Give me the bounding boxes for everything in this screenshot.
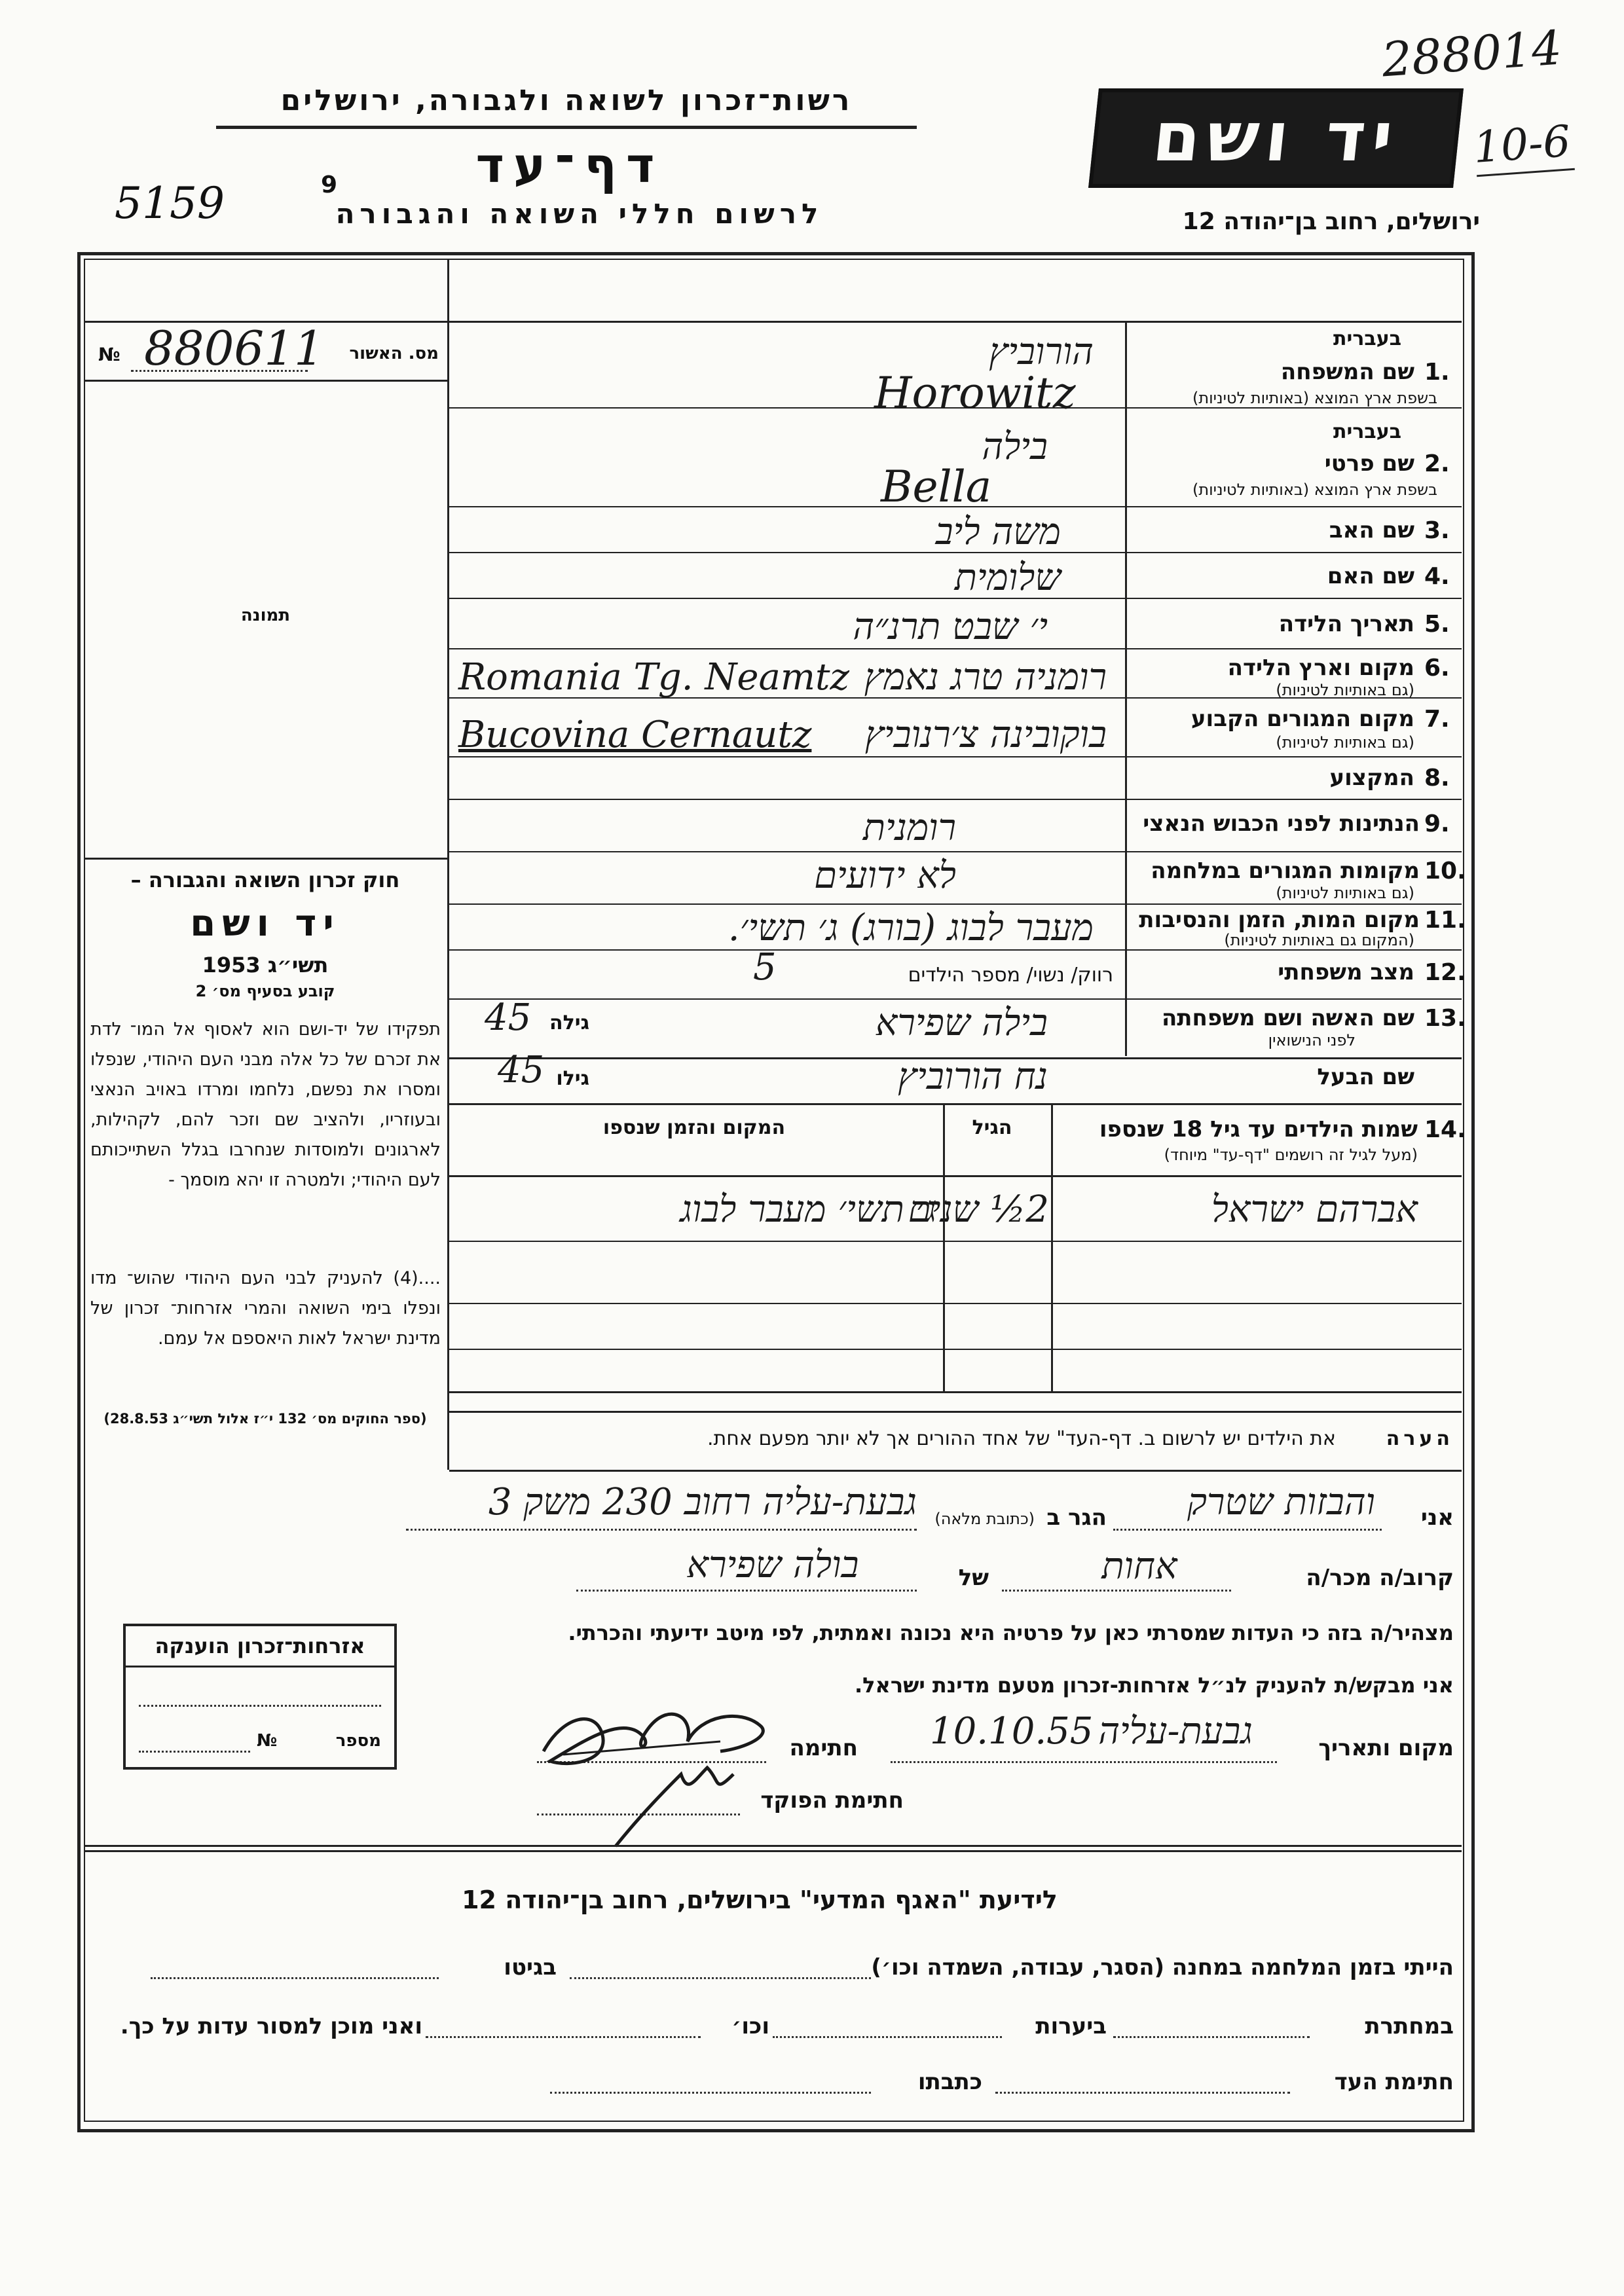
field-6-value-latin: Romania Tg. Neamtz — [458, 656, 849, 699]
citizenship-title: אזרחות־זכרון הוענקה — [126, 1626, 394, 1667]
authority-line: רשות־זכרון לשואה ולגבורה, ירושלים — [280, 84, 853, 117]
photo-label: תמונה — [240, 606, 291, 625]
note-rule — [449, 1411, 1462, 1413]
relation-dotted — [1002, 1590, 1231, 1592]
yad-vashem-logo — [1088, 88, 1464, 188]
law-footer: (ספר החוקים מס׳ 132 י״ז אלול תשי״ג 28.8.53) — [103, 1411, 427, 1427]
row-rule — [449, 903, 1462, 905]
child-1-age: 2½ שנים — [908, 1188, 1049, 1231]
field-13-age: 45 — [485, 996, 532, 1039]
field-4-value: שלומית — [954, 556, 1061, 599]
field-7-value-latin: Bucovina Cernautz — [458, 714, 812, 756]
field-13-label: שם האשה ושם משפחתה — [1161, 1005, 1414, 1031]
photo-bottom-divider — [84, 858, 447, 860]
husband-age: 45 — [498, 1049, 545, 1091]
children-label: שמות הילדים עד גיל 18 שנספו — [1099, 1116, 1418, 1142]
of-dotted — [576, 1590, 917, 1592]
field-11-label: מקום המות, הזמן והנסיבות — [1139, 907, 1420, 933]
field-9-label: הנתינות לפני הכבוש הנאצי — [1143, 811, 1420, 837]
field-7-number: 7. — [1424, 706, 1450, 733]
field-2-sub: בשפת ארץ המוצא (באותיות לטיניות) — [1192, 481, 1437, 499]
field-3-label: שם האב — [1329, 517, 1414, 543]
field-5-value: י׳ שבט תרנ״ה — [853, 606, 1048, 648]
date-value: 10.10.55 — [930, 1710, 1094, 1753]
address-hint: (כתובת מלאה) — [934, 1510, 1035, 1528]
children-col-place: המקום והזמן שנספו — [602, 1116, 786, 1139]
signature-label: חתימה — [789, 1735, 858, 1761]
bottom-line2-dotted-b — [773, 2036, 1002, 2038]
children-row-rule — [449, 1241, 1462, 1242]
field-7-value-hebrew: בוקובינה צ׳רנוביץ — [864, 714, 1107, 756]
husband-value: נח הורוביץ — [898, 1055, 1048, 1098]
field-6-label: מקום וארץ הלידה — [1227, 655, 1414, 681]
husband-label: שם הבעל — [1317, 1064, 1414, 1090]
form-subtitle: לרשום חללי השואה והגבורה — [335, 198, 824, 230]
child-1-place: ג׳ תשי׳ מעבר לבוג — [680, 1188, 936, 1231]
approval-dotted — [131, 370, 308, 372]
note-label: הערה — [1386, 1427, 1454, 1450]
bottom-line2-c: וכו׳ — [731, 2013, 769, 2039]
field-6-value-hebrew: רומניה טרג נאמץ — [864, 656, 1107, 699]
field-2-label: שם פרטי — [1324, 450, 1414, 477]
law-year: תשי״ג 1953 — [202, 953, 329, 977]
field-11-number: 11. — [1424, 907, 1466, 934]
law-name: יד ושם — [190, 902, 341, 945]
field-4-number: 4. — [1424, 563, 1450, 590]
approval-number: 880611 — [144, 321, 324, 376]
field-13-value: בילה שפירא — [875, 1002, 1048, 1044]
children-row-rule — [449, 1349, 1462, 1350]
statement-1: מצהיר/ה בזה כי העדות שמסרתי כאן על פרטיה היא נכונה ואמתית, לפי מיטב ידיעתי והכרתי. — [568, 1620, 1454, 1645]
bottom-line2-b: ביערות — [1035, 2013, 1107, 2039]
field-4-label: שם האם — [1327, 563, 1414, 589]
field-12-number: 12. — [1424, 959, 1466, 986]
field-3-number: 3. — [1424, 517, 1450, 544]
small-mark: 9 — [321, 172, 338, 198]
note-text: את הילדים יש לרשום ב. דף-העד" של אחד ההורים אך לא יותר מפעם אחת. — [707, 1427, 1336, 1450]
address-value: גבעת-עליה רחוב 230 משק 3 — [488, 1481, 917, 1523]
law-text-2: ....(4) להעניק לבני העם היהודי שהוש־ מדו ונפלו בימי השואה והמרי אזרחות־ זכרון של מדינת ישראל לאות היאספם אל עמם. — [90, 1268, 441, 1349]
bottom-line1-dotted-b — [151, 1977, 439, 1979]
field-2-lang: בעברית — [1333, 420, 1401, 443]
law-title: חוק זכרון השואה והגבורה – — [130, 867, 400, 892]
approval-no-sign: № — [98, 344, 120, 365]
approval-label: מס. האשור — [349, 344, 439, 363]
field-1-sub: בשפת ארץ המוצא (באותיות לטיניות) — [1192, 389, 1437, 407]
field-13-age-label: גילה — [549, 1011, 589, 1034]
place-value: גבעת-עליה — [1098, 1710, 1253, 1753]
declarant-name: והבזות שטרק — [1187, 1481, 1375, 1523]
field-8-number: 8. — [1424, 765, 1450, 792]
children-row-rule — [449, 1303, 1462, 1304]
field-1-value-hebrew: הורוביץ — [989, 331, 1094, 373]
field-9-value: רומנית — [862, 807, 956, 849]
child-1-name: אברהם ישראל — [1211, 1188, 1418, 1231]
header-address: ירושלים, רחוב בן־יהודה 12 — [1182, 208, 1480, 235]
children-col-divider — [943, 1105, 945, 1393]
residing-label: הגר ב — [1046, 1504, 1107, 1531]
field-7-sub: (גם באותיות לטיניות) — [1276, 733, 1414, 752]
children-bottom-rule — [449, 1391, 1462, 1393]
bottom-line1-a: הייתי בזמן המלחמה במחנה (הסגר, עבודה, השמדה וכו׳) — [871, 1954, 1454, 1980]
field-12-value: 5 — [753, 946, 777, 989]
relative-label: קרוב/ה מכר/ה — [1306, 1565, 1454, 1591]
law-text-1: תפקידו של יד-ושם הוא לאסוף אל המו־ לדת את זכרם של כל אלה מבני העם היהודי, שנפלו ומסרו את נפשם, נלחמו ומרדו באויב הנאצי ובעוזריו, ולהציב שם וזכר להם, לקהילות, לארגונים ולמוסדות שנחרבו בגלל השתייכותם לעם היהודי; ולמטרה זו יהא מוסמך - — [90, 1019, 441, 1190]
address-dotted — [406, 1529, 917, 1531]
field-13-sub: לפני הנישואין — [1268, 1031, 1356, 1049]
field-2-value-hebrew: בילה — [982, 426, 1048, 468]
field-8-label: המקצוע — [1329, 765, 1414, 791]
relation-value: אחות — [1101, 1545, 1177, 1588]
field-9-number: 9. — [1424, 811, 1450, 837]
field-1-value-latin: Horowitz — [874, 368, 1076, 418]
place-date-dotted — [891, 1761, 1277, 1763]
left-top-divider — [84, 380, 447, 382]
field-12-sub: רווק/ נשוי/ מספר הילדים — [908, 964, 1113, 987]
field-6-sub: (גם באותיות לטיניות) — [1276, 681, 1414, 699]
witness-address-dotted — [550, 2092, 871, 2094]
form-title: דף־עד — [475, 137, 664, 194]
witness-signature-label: חתימת העד — [1334, 2069, 1454, 2095]
info-title: לידיעת "האגף המדעי" בירושלים, רחוב בן־יהודה 12 — [462, 1886, 1058, 1914]
field-10-number: 10. — [1424, 858, 1466, 884]
field-12-label: מצב משפחתי — [1278, 959, 1414, 985]
bottom-line1-b: בגיטו — [504, 1954, 557, 1980]
husband-age-label: גילו — [556, 1067, 589, 1090]
citizenship-box — [123, 1624, 397, 1770]
field-1-label: שם המשפחה — [1280, 359, 1414, 385]
bottom-divider — [84, 1845, 1462, 1847]
field-11-sub: (המקום גם באותיות לטיניות) — [1224, 931, 1414, 949]
citizenship-number-label: מספר — [335, 1731, 381, 1751]
field-1-lang: בעברית — [1333, 327, 1401, 350]
bottom-line2-d: ואני מוכן למסור עדות על כך. — [120, 2013, 422, 2039]
clerk-signature — [589, 1755, 747, 1853]
field-5-label: תאריך הלידה — [1278, 611, 1414, 637]
field-3-value: משה ליב — [935, 511, 1061, 553]
field-6-number: 6. — [1424, 655, 1450, 682]
row-rule — [449, 756, 1462, 757]
witness-signature-dotted — [995, 2092, 1290, 2094]
bottom-line2-a: במחתרת — [1365, 2013, 1454, 2039]
field-1-number: 1. — [1424, 359, 1450, 386]
citizenship-number-sign: № — [257, 1731, 278, 1751]
witness-address-label: כתבתו — [917, 2069, 982, 2095]
children-number: 14. — [1424, 1116, 1466, 1143]
left-column-divider — [447, 259, 449, 1470]
bottom-divider-2 — [84, 1850, 1462, 1852]
field-2-number: 2. — [1424, 450, 1450, 477]
children-sub: (מעל לגיל זה רושמים "דף-עד" מיוחד) — [1164, 1146, 1418, 1164]
field-13-number: 13. — [1424, 1005, 1466, 1032]
children-col-divider — [1051, 1105, 1053, 1393]
field-5-number: 5. — [1424, 611, 1450, 638]
children-col-age: הגיל — [972, 1116, 1012, 1139]
stamp-date: 10-6 — [1471, 115, 1572, 173]
citizenship-line — [139, 1705, 381, 1707]
logo-text: יד ושם — [1149, 97, 1403, 177]
clerk-signature-label: חתימת הפוקד — [760, 1787, 904, 1813]
row-rule — [449, 1103, 1462, 1105]
of-label: של — [958, 1565, 989, 1591]
bottom-line2-dotted-c — [426, 2036, 701, 2038]
field-7-label: מקום המגורים הקבוע — [1190, 706, 1414, 732]
header-rule — [216, 126, 917, 129]
row-rule — [449, 949, 1462, 951]
field-10-value: לא ידועים — [814, 854, 956, 897]
field-10-sub: (גם באותיות לטיניות) — [1276, 884, 1414, 902]
row-rule — [449, 799, 1462, 800]
note-bottom-rule — [449, 1470, 1462, 1472]
bottom-line1-dotted-a — [570, 1977, 871, 1979]
stamp-number: 288014 — [1380, 20, 1564, 88]
row-rule — [449, 851, 1462, 852]
children-header-rule — [449, 1175, 1462, 1177]
label-column-divider — [1125, 323, 1127, 1056]
row-rule — [449, 648, 1462, 649]
declarant-dotted — [1113, 1529, 1382, 1531]
field-2-value-latin: Bella — [881, 462, 992, 512]
row-rule — [449, 998, 1462, 1000]
law-clause: קובע בסעיף מס׳ 2 — [195, 982, 335, 1000]
citizenship-number-line — [139, 1751, 250, 1753]
field-10-label: מקומות המגורים במלחמה — [1151, 858, 1420, 884]
declaration-i-label: אני — [1420, 1504, 1454, 1531]
place-date-label: מקום ותאריך — [1318, 1735, 1454, 1761]
field-11-value: מעבר לבוג (בורג) ג׳ תשי׳. — [728, 907, 1094, 949]
of-value: בולה שפירא — [686, 1544, 859, 1586]
statement-2: אני מבקש/ת להעניק לנ״ל אזרחות-זכרון מטעם מדינת ישראל. — [855, 1673, 1454, 1698]
file-number: 5159 — [115, 178, 225, 228]
bottom-line2-dotted-a — [1113, 2036, 1310, 2038]
